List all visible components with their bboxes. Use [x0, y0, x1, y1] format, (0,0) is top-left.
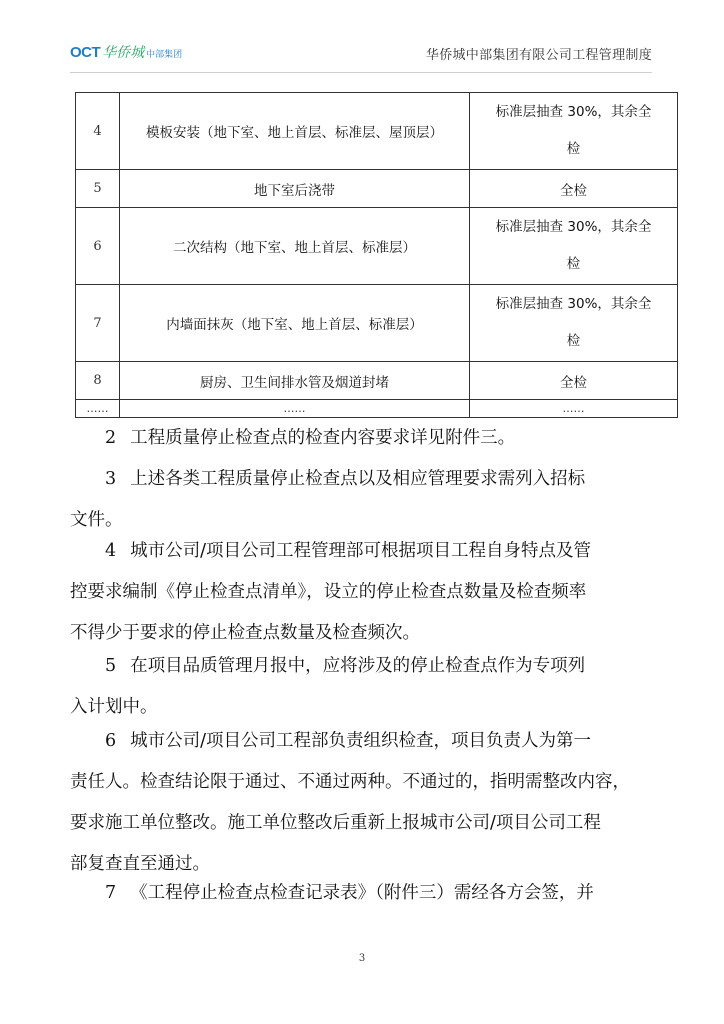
table-row: [76, 362, 678, 400]
row-number: ……: [76, 400, 120, 418]
row-frequency: 全检: [470, 362, 678, 400]
row-item: 内墙面抹灰（地下室、地上首层、标准层）: [120, 285, 470, 362]
paragraph-number: 2: [105, 428, 117, 448]
header-title: 华侨城中部集团有限公司工程管理制度: [425, 48, 652, 63]
checkpoint-table: [75, 92, 678, 418]
row-frequency: 标准层抽查 30%，其余全 检: [470, 93, 678, 170]
row-item: ……: [120, 400, 470, 418]
row-frequency: 全检: [470, 170, 678, 208]
paragraph-2: 2 工程质量停止检查点的检查内容要求详见附件三。: [105, 428, 516, 448]
paragraph-5: 5 在项目品质管理月报中，应将涉及的停止检查点作为专项列 入计划中。: [70, 656, 586, 717]
row-item: 二次结构（地下室、地上首层、标准层）: [120, 208, 470, 285]
paragraph-number: 7: [105, 883, 117, 903]
logo-oct-text: OCT: [70, 44, 101, 61]
row-frequency: 标准层抽查 30%，其余全 检: [470, 208, 678, 285]
table-row: [76, 170, 678, 208]
paragraph-number: 4: [105, 541, 117, 561]
row-item: 模板安装（地下室、地上首层、标准层、屋顶层）: [120, 93, 470, 170]
row-number: 5: [76, 170, 120, 208]
company-logo: [70, 42, 182, 62]
row-number: 6: [76, 208, 120, 285]
table-row: [76, 285, 678, 362]
paragraph-number: 3: [105, 469, 117, 489]
logo-script-text: 华侨城: [102, 45, 145, 61]
paragraph-6: 6 城市公司/项目公司工程部负责组织检查，项目负责人为第一 责任人。检查结论限于通过、不通过两种。不通过的，指明需整改内容， 要求施工单位整改。施工单位整改后重新上报城市公司/项目公司工程 部复查直至通过。: [70, 731, 630, 874]
paragraph-number: 6: [105, 731, 117, 751]
row-frequency: ……: [470, 400, 678, 418]
paragraph-4: 4 城市公司/项目公司工程管理部可根据项目工程自身特点及管 控要求编制《停止检查点清单》，设立的停止检查点数量及检查频率 不得少于要求的停止检查点数量及检查频次。: [70, 541, 592, 643]
table-row: [76, 400, 678, 418]
paragraph-7: 7 《工程停止检查点检查记录表》（附件三）需经各方会签，并: [105, 883, 594, 903]
row-frequency: 标准层抽查 30%，其余全 检: [470, 285, 678, 362]
row-number: 7: [76, 285, 120, 362]
paragraph-number: 5: [105, 656, 117, 676]
row-item: 地下室后浇带: [120, 170, 470, 208]
paragraph-3: 3 上述各类工程质量停止检查点以及相应管理要求需列入招标 文件。: [70, 469, 586, 530]
table-row: [76, 93, 678, 170]
logo-sub-text: 中部集团: [146, 50, 183, 60]
row-item: 厨房、卫生间排水管及烟道封堵: [120, 362, 470, 400]
page-header: [70, 36, 652, 73]
table-row: [76, 208, 678, 285]
row-number: 4: [76, 93, 120, 170]
row-number: 8: [76, 362, 120, 400]
page-number: 3: [358, 953, 366, 964]
